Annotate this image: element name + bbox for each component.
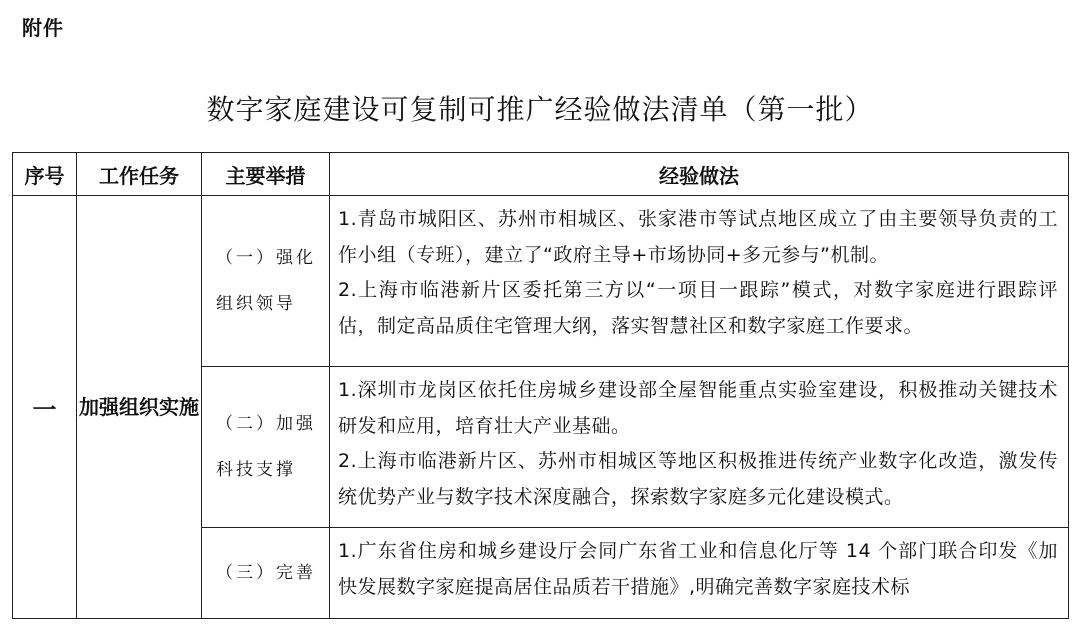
experience-cell bbox=[330, 196, 1069, 367]
experience-item: 1.深圳市龙岗区依托住房城乡建设部全屋智能重点实验室建设，积极推动关键技术研发和应用，培育壮大产业基础。 bbox=[338, 379, 1058, 437]
table-header-row bbox=[13, 153, 1069, 196]
experience-checklist-table bbox=[12, 152, 1069, 619]
attachment-label: 附件 bbox=[22, 16, 64, 40]
column-header-measure: 主要举措 bbox=[202, 153, 330, 196]
column-header-experience: 经验做法 bbox=[330, 153, 1069, 196]
experience-item: 1.青岛市城阳区、苏州市相城区、张家港市等试点地区成立了由主要领导负责的工作小组（专班），建立了“政府主导+市场协同+多元参与”机制。 bbox=[338, 208, 1058, 266]
measure-label: （三）完善 bbox=[202, 528, 330, 619]
experience-item: 1.广东省住房和城乡建设厅会同广东省工业和信息化厅等 14 个部门联合印发《加快发展数字家庭提高居住品质若干措施》,明确完善数字家庭技术标 bbox=[338, 540, 1058, 598]
experience-cell bbox=[330, 528, 1069, 619]
measure-label: （二）加强科技支撑 bbox=[202, 367, 330, 528]
section-task: 加强组织实施 bbox=[77, 196, 202, 619]
table-row bbox=[13, 196, 1069, 367]
experience-item: 2.上海市临港新片区、苏州市相城区等地区积极推进传统产业数字化改造，激发传统优势产业与数字技术深度融合，探索数字家庭多元化建设模式。 bbox=[338, 450, 1058, 508]
document-title: 数字家庭建设可复制可推广经验做法清单（第一批） bbox=[206, 93, 874, 126]
section-seq: 一 bbox=[13, 196, 77, 619]
column-header-task: 工作任务 bbox=[77, 153, 202, 196]
column-header-seq: 序号 bbox=[13, 153, 77, 196]
experience-item: 2.上海市临港新片区委托第三方以“一项目一跟踪”模式，对数字家庭进行跟踪评估，制定高品质住宅管理大纲，落实智慧社区和数字家庭工作要求。 bbox=[338, 279, 1058, 337]
experience-cell bbox=[330, 367, 1069, 528]
measure-label: （一）强化组织领导 bbox=[202, 196, 330, 367]
